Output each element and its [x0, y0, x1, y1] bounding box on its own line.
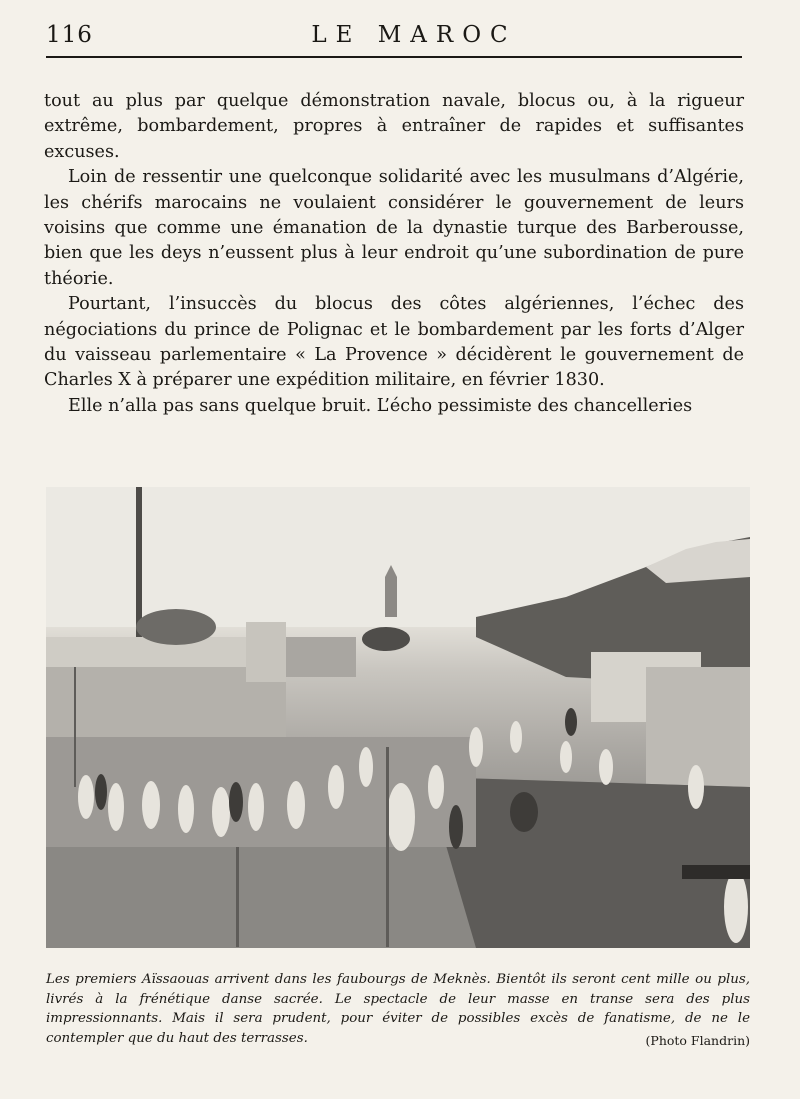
body-text — [44, 89, 744, 419]
header-rule — [46, 56, 742, 58]
page-number: 116 — [46, 22, 93, 48]
page-header — [46, 22, 742, 52]
photo-credit: (Photo Flandrin) — [645, 1033, 750, 1048]
photograph — [46, 487, 750, 948]
photo-illustration — [46, 487, 750, 948]
paragraph: Elle n’alla pas sans quelque bruit. L’écho pessimiste des chancelleries — [68, 395, 693, 416]
paragraph: Loin de ressentir une quelconque solidarité avec les musulmans d’Algérie, les chérifs marocains ne voulaient considérer le gouvernement de leurs voisins que comme une émanation de la dynastie turque des Barberousse, bien que les deys n’eussent plus à leur endroit qu’une subordination de pure théorie. — [44, 167, 744, 289]
photo-caption: Les premiers Aïssaouas arrivent dans les faubourgs de Meknès. Bientôt ils seront cent mille ou plus, livrés à la frénétique danse sacrée. Le spectacle de leur masse en transe sera des plus impressionnants. Mais il sera prudent, pour éviter de possibles excès de fanatisme, de ne le contempler que du haut des terrasses. — [46, 972, 750, 1046]
paragraph: Pourtant, l’insuccès du blocus des côtes algériennes, l’échec des négociations du prince de Polignac et le bombardement par les forts d’Alger du vaisseau parlementaire « La Provence » décidèrent le gouvernement de Charles X à préparer une expédition militaire, en février 1830. — [44, 294, 744, 391]
paragraph: tout au plus par quelque démonstration navale, blocus ou, à la rigueur extrême, bombardement, propres à entraîner de rapides et suffisantes excuses. — [44, 91, 744, 162]
running-title: LE MAROC — [311, 22, 517, 48]
